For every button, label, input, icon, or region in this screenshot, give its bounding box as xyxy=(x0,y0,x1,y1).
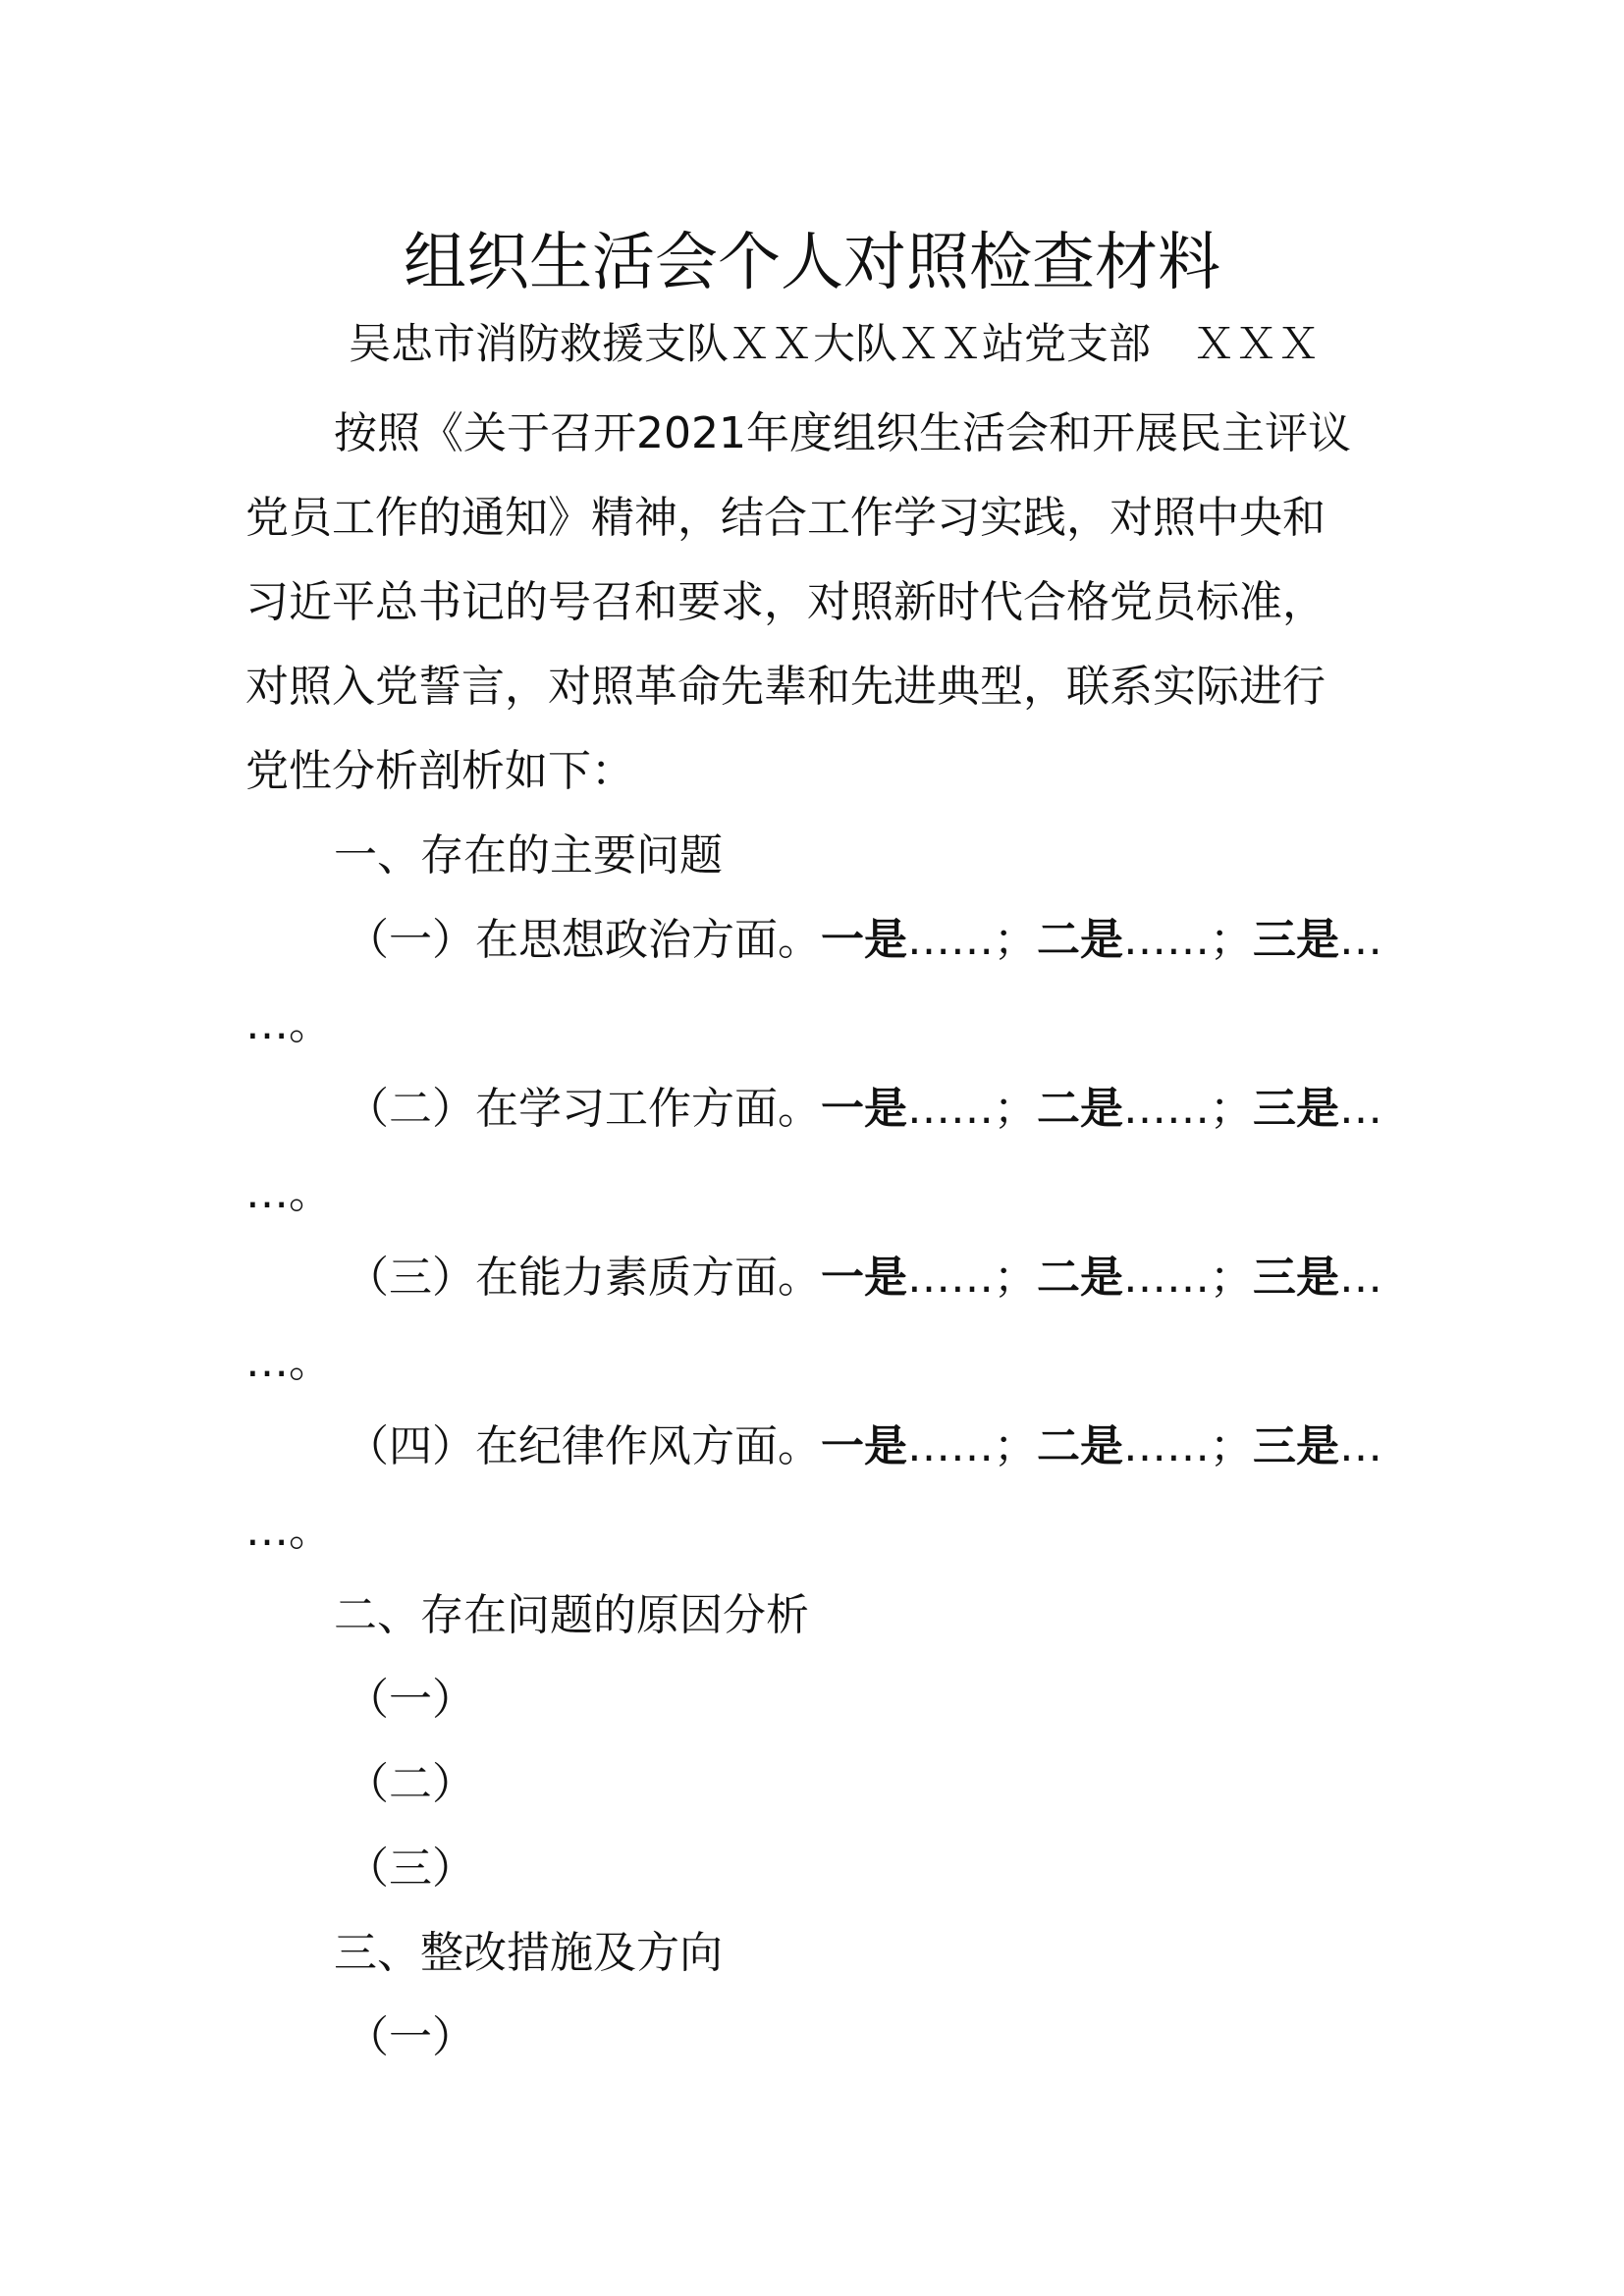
problem-item-continuation: …。 xyxy=(245,999,332,1049)
point-text: ……； xyxy=(1123,915,1253,965)
intro-line: 对照入党誓言，对照革命先辈和先进典型，联系实际进行 xyxy=(245,662,1326,712)
point-label: 二是 xyxy=(1037,1253,1123,1303)
measure-item: （一） xyxy=(346,2012,475,2062)
point-label: 二是 xyxy=(1037,1421,1123,1471)
point-text: ……； xyxy=(907,915,1037,965)
point-label: 一是 xyxy=(821,1084,907,1134)
point-text: … xyxy=(1339,915,1382,965)
point-text: ……； xyxy=(1123,1421,1253,1471)
problem-lead: （四）在纪律作风方面。 xyxy=(346,1421,821,1471)
point-label: 一是 xyxy=(821,1253,907,1303)
section-heading: 二、存在问题的原因分析 xyxy=(334,1590,809,1640)
problem-item xyxy=(346,1253,1382,1303)
problem-item xyxy=(346,1421,1382,1471)
intro-line: 习近平总书记的号召和要求，对照新时代合格党员标准， xyxy=(245,577,1326,627)
point-label: 三是 xyxy=(1253,1421,1339,1471)
problem-item xyxy=(346,915,1382,965)
cause-item: （二） xyxy=(346,1759,475,1809)
point-text: … xyxy=(1339,1084,1382,1134)
point-label: 三是 xyxy=(1253,1084,1339,1134)
document-title: 组织生活会个人对照检查材料 xyxy=(404,227,1220,299)
cause-item: （一） xyxy=(346,1675,475,1725)
point-label: 二是 xyxy=(1037,915,1123,965)
point-text: ……； xyxy=(907,1253,1037,1303)
point-label: 二是 xyxy=(1037,1084,1123,1134)
intro-line: 党员工作的通知》精神，结合工作学习实践，对照中央和 xyxy=(245,493,1326,543)
point-label: 一是 xyxy=(821,915,907,965)
problem-item-continuation: …。 xyxy=(245,1168,332,1218)
cause-item: （三） xyxy=(346,1843,475,1894)
point-text: ……； xyxy=(907,1421,1037,1471)
problem-item xyxy=(346,1084,1382,1134)
intro-line: 按照《关于召开2021年度组织生活会和开展民主评议 xyxy=(334,408,1351,458)
problem-lead: （二）在学习工作方面。 xyxy=(346,1084,821,1134)
point-text: ……； xyxy=(1123,1084,1253,1134)
point-label: 三是 xyxy=(1253,1253,1339,1303)
point-text: ……； xyxy=(1123,1253,1253,1303)
section-heading: 三、整改措施及方向 xyxy=(334,1928,723,1978)
point-text: … xyxy=(1339,1421,1382,1471)
problem-item-continuation: …。 xyxy=(245,1506,332,1556)
problem-lead: （一）在思想政治方面。 xyxy=(346,915,821,965)
problem-item-continuation: …。 xyxy=(245,1337,332,1387)
document-subtitle: 吴忠市消防救援支队ＸＸ大队ＸＸ站党支部 ＸＸＸ xyxy=(349,320,1320,369)
problem-lead: （三）在能力素质方面。 xyxy=(346,1253,821,1303)
intro-line: 党性分析剖析如下： xyxy=(245,746,634,796)
point-text: … xyxy=(1339,1253,1382,1303)
section-heading: 一、存在的主要问题 xyxy=(334,830,723,881)
point-label: 一是 xyxy=(821,1421,907,1471)
point-label: 三是 xyxy=(1253,915,1339,965)
point-text: ……； xyxy=(907,1084,1037,1134)
